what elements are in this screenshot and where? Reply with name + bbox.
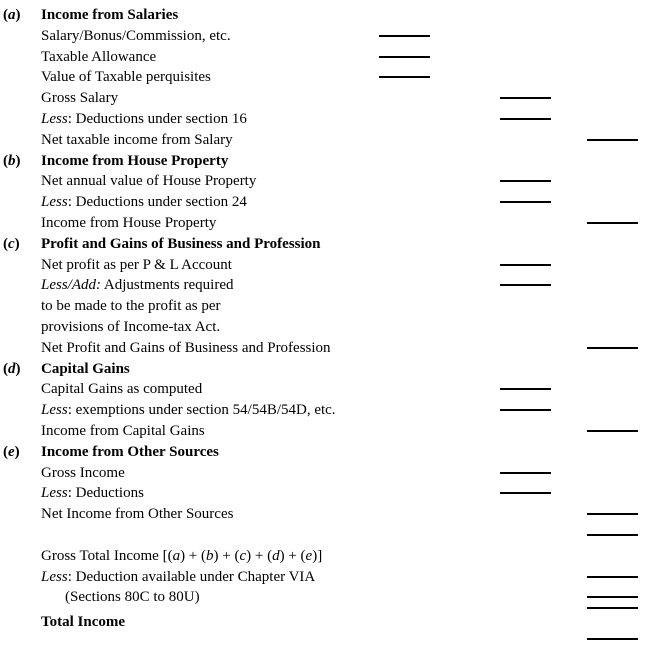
text-run: ( [3, 235, 8, 252]
text-run: Net Profit and Gains of Business and Profession [41, 339, 331, 356]
row-text [41, 26, 231, 47]
row-text [41, 379, 202, 400]
row-text [41, 359, 130, 380]
text-run: Adjustments required [101, 277, 234, 294]
statement-row [0, 213, 649, 234]
text-run: Net Income from Other Sources [41, 506, 234, 523]
text-run: Less [41, 194, 68, 211]
text-run: (Sections 80C to 80U) [65, 589, 200, 606]
text-run: ) [15, 152, 21, 169]
text-run: Less [41, 485, 68, 502]
section-label [3, 151, 21, 172]
text-run: Gross Salary [41, 90, 119, 107]
amount-blank-line [500, 118, 551, 120]
text-run: a [8, 7, 16, 23]
amount-blank-line [379, 56, 430, 58]
text-run: : Deductions under section 16 [67, 110, 247, 127]
row-text [41, 567, 315, 588]
amount-blank-line [587, 596, 638, 598]
statement-row [0, 151, 649, 172]
row-text [41, 5, 178, 26]
row-text [41, 483, 144, 504]
amount-blank-line [587, 139, 638, 141]
statement-row [0, 26, 649, 47]
text-run: ) [14, 235, 20, 252]
amount-only-row [0, 525, 649, 546]
row-text [41, 88, 118, 109]
text-run: Less [41, 110, 68, 127]
row-text [41, 296, 221, 317]
section-label [3, 234, 20, 255]
row-text [41, 275, 233, 296]
row-text [41, 504, 233, 525]
text-run: c [8, 235, 15, 252]
statement-row [0, 442, 649, 463]
amount-blank-line [500, 388, 551, 390]
row-text [41, 546, 322, 567]
row-text [41, 151, 228, 172]
row-text [65, 587, 200, 608]
text-run: Less/Add: [41, 277, 101, 294]
row-text [41, 234, 321, 255]
amount-blank-line [500, 180, 551, 182]
text-run: ( [3, 152, 8, 169]
text-run: : Deductions under section 24 [67, 194, 247, 211]
row-text [41, 421, 205, 442]
amount-blank-line [587, 534, 638, 536]
statement-row [0, 255, 649, 276]
row-text [41, 213, 216, 234]
text-run: ) + ( [180, 547, 207, 564]
amount-blank-line [379, 76, 430, 78]
amount-blank-line [587, 513, 638, 515]
text-run: d [8, 360, 16, 377]
statement-row [0, 171, 649, 192]
row-text [41, 400, 336, 421]
text-run: b [8, 152, 16, 169]
statement-row [0, 379, 649, 400]
statement-row [0, 47, 649, 68]
text-run: a [172, 547, 181, 564]
statement-row [0, 463, 649, 484]
statement-row [0, 130, 649, 151]
text-run: ) + ( [246, 547, 273, 564]
row-text [41, 317, 220, 338]
text-run: provisions of Income-tax Act. [41, 318, 221, 335]
text-run: e [305, 547, 313, 564]
amount-blank-line [500, 284, 551, 286]
row-text [41, 67, 211, 88]
text-run: Less [41, 568, 68, 585]
text-run: Total Income [41, 614, 126, 631]
text-run: : Deductions [67, 485, 144, 502]
section-label [3, 359, 21, 380]
row-text [41, 463, 125, 484]
amount-blank-line [587, 430, 638, 432]
amount-only-row [0, 629, 649, 650]
statement-row [0, 192, 649, 213]
statement-row [0, 296, 649, 317]
statement-row [0, 109, 649, 130]
statement-row [0, 546, 649, 567]
text-run: : Deduction available under Chapter VIA [67, 568, 316, 585]
text-run: Profit and Gains of Business and Profession [41, 235, 321, 252]
statement-row [0, 234, 649, 255]
text-run: : exemptions under section 54/54B/54D, etc. [67, 402, 336, 419]
text-run: Value of Taxable perquisites [41, 69, 211, 86]
text-run: Net profit as per P & L Account [41, 256, 232, 273]
amount-blank-line [500, 409, 551, 411]
statement-row [0, 421, 649, 442]
statement-row [0, 504, 649, 525]
text-run: ( [3, 7, 8, 23]
text-run: Income from Salaries [41, 7, 179, 23]
text-run: Capital Gains as computed [41, 381, 203, 398]
text-run: Taxable Allowance [41, 48, 157, 65]
text-run: Salary/Bonus/Commission, etc. [41, 27, 231, 44]
amount-blank-line [587, 222, 638, 224]
statement-row [0, 67, 649, 88]
amount-blank-line [379, 35, 430, 37]
text-run: Gross Total Income [( [41, 547, 173, 564]
text-run: Capital Gains [41, 360, 130, 377]
text-run: Less [41, 402, 68, 419]
text-run: b [206, 547, 214, 564]
statement-row [0, 400, 649, 421]
row-text [41, 109, 247, 130]
text-run: ) + ( [213, 547, 240, 564]
amount-blank-line [500, 97, 551, 99]
statement-row [0, 587, 649, 608]
statement-row [0, 88, 649, 109]
amount-blank-line [587, 347, 638, 349]
text-run: to be made to the profit as per [41, 298, 221, 315]
text-run: Income from House Property [41, 214, 217, 231]
amount-blank-line [500, 201, 551, 203]
text-run: ( [3, 360, 8, 377]
statement-row [0, 608, 649, 629]
text-run: d [272, 547, 280, 564]
statement-row [0, 317, 649, 338]
statement-row [0, 483, 649, 504]
text-run: )] [312, 547, 323, 564]
text-run: ) [14, 443, 20, 460]
row-text [41, 47, 156, 68]
text-run: Net annual value of House Property [41, 173, 257, 190]
statement-row [0, 567, 649, 588]
text-run: ) [15, 7, 21, 23]
row-text [41, 338, 331, 359]
statement-row [0, 275, 649, 296]
statement-row [0, 5, 649, 26]
row-text [41, 130, 233, 151]
text-run: Gross Income [41, 464, 125, 481]
text-run: Net taxable income from Salary [41, 131, 233, 148]
statement-rows [0, 5, 649, 650]
row-text [41, 255, 232, 276]
text-run: Income from Other Sources [41, 443, 219, 460]
text-run: e [8, 443, 15, 460]
row-text [41, 442, 219, 463]
statement-row [0, 338, 649, 359]
text-run: Income from House Property [41, 152, 229, 169]
text-run: Income from Capital Gains [41, 422, 205, 439]
row-text [41, 192, 247, 213]
section-label [3, 5, 21, 26]
amount-blank-line [587, 638, 638, 640]
amount-blank-line [500, 492, 551, 494]
text-run: ( [3, 443, 8, 460]
text-run: ) [15, 360, 21, 377]
amount-blank-line [500, 264, 551, 266]
statement-row [0, 359, 649, 380]
text-run: ) + ( [279, 547, 306, 564]
text-run: c [239, 547, 247, 564]
row-text [41, 171, 256, 192]
amount-blank-line [587, 576, 638, 578]
amount-blank-line [500, 472, 551, 474]
section-label [3, 442, 20, 463]
